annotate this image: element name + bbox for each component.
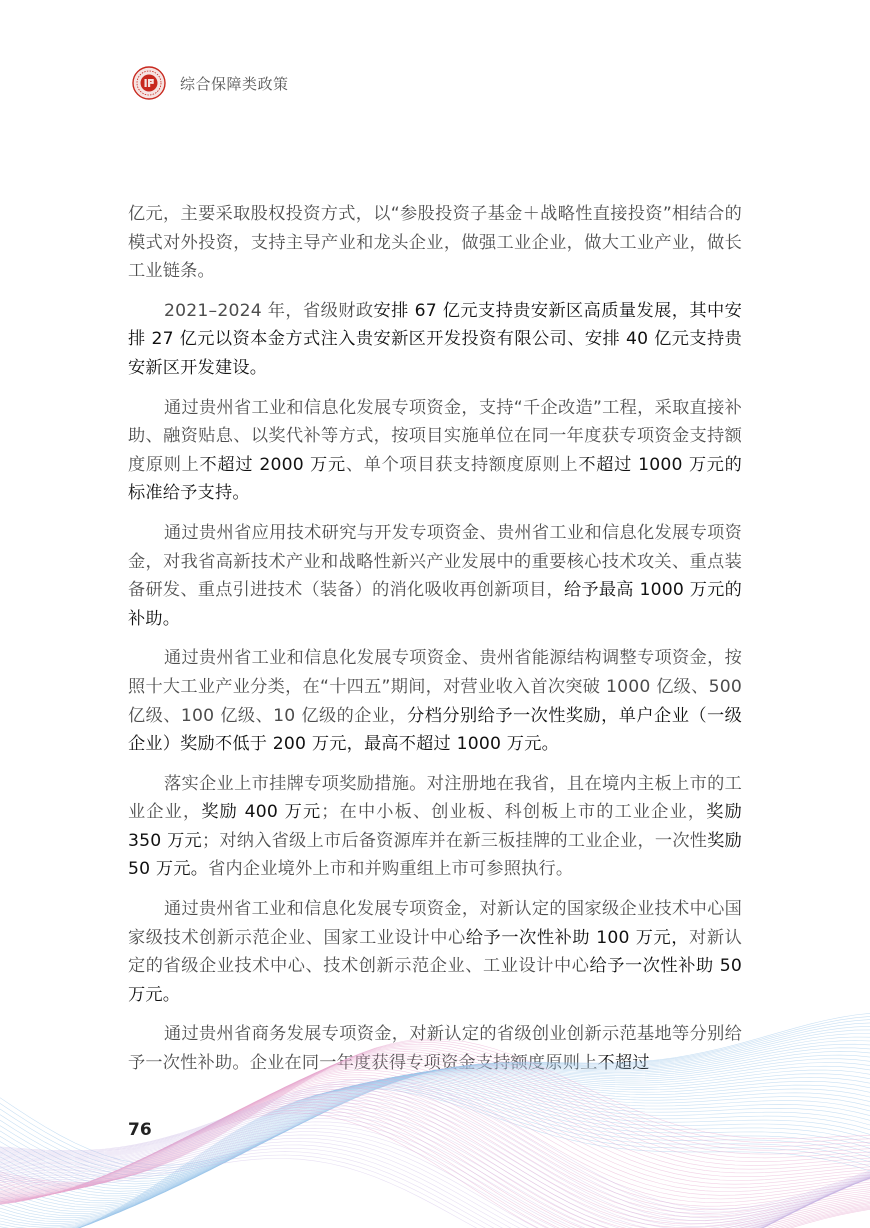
wave-line	[0, 1023, 870, 1174]
section-title: 综合保障类政策	[180, 74, 289, 93]
paragraph	[128, 519, 742, 633]
emphasized-text: 给予一次性补助 50 万元。	[128, 956, 743, 1005]
paragraph	[128, 770, 742, 884]
decorative-wave-lines	[0, 927, 870, 1228]
page-header	[132, 66, 289, 100]
body-text: ；对纳入省级上市后备资源库并在新三板挂牌的工业企业，一次性	[201, 830, 708, 851]
seal-logo-icon	[132, 66, 166, 100]
body-text: 通过贵州省工业和信息化发展专项资金、贵州省能源结构调整专项资金，按照十大工业产业分类，在“十四五”期间，对营业收入首次突破 1000 亿级、500 亿级、100 亿级、10 亿级的企业，	[128, 648, 742, 726]
emphasized-text: 不超过 1000 万元的标准给予支持。	[128, 454, 742, 504]
body-text: 通过贵州省商务发展专项资金，对新认定的省级创业创新示范基地等分别给予一次性补助。企业在同一年度获得专项资金支持额度原则上	[128, 1024, 742, 1074]
body-text: 、单个项目获支持额度原则上	[345, 454, 579, 475]
body-text: 落实企业上市挂牌专项奖励措施。对注册地在我省，且在境内主板上市的工业企业，	[128, 773, 742, 823]
body-text: 亿元，主要采取股权投资方式，以“参股投资子基金＋战略性直接投资”相结合的模式对外投资，支持主导产业和龙头企业，做强工业企业，做大工业产业，做长工业链条。	[128, 204, 742, 282]
emphasized-text: 安排 67 亿元支持贵安新区高质量发展，其中安排 27 亿元以资本金方式注入贵安新区开发投资有限公司、安排 40 亿元支持贵安新区开发建设。	[128, 300, 742, 378]
emphasized-text: 奖励 350 万元	[128, 802, 742, 851]
body-text: 省内企业境外上市和并购重组上市可参照执行。	[208, 859, 574, 880]
emphasized-text: 给予一次性补助 100 万元，	[465, 927, 690, 948]
body-text: 通过贵州省工业和信息化发展专项资金，支持“千企改造”工程，采取直接补助、融资贴息、以奖代补等方式，按项目实施单位在同一年度获专项资金支持额度原则上	[128, 397, 742, 475]
body-text: 通过贵州省工业和信息化发展专项资金，对新认定的国家级企业技术中心国家级技术创新示范企业、国家工业设计中心	[128, 899, 742, 948]
emphasized-text: 不超过 2000 万元	[199, 454, 346, 475]
emphasized-text: 不超过	[597, 1053, 650, 1074]
page-number: 76	[128, 1120, 152, 1140]
emphasized-text: 给予最高 1000 万元的补助。	[128, 580, 742, 629]
paragraph	[128, 200, 742, 286]
paragraph	[128, 394, 742, 508]
emphasized-text: 分档分别给予一次性奖励，单户企业（一级企业）奖励不低于 200 万元，最高不超过 1000 万元。	[128, 705, 742, 755]
paragraph	[128, 644, 742, 758]
body-text: 通过贵州省应用技术研究与开发专项资金、贵州省工业和信息化发展专项资金，对我省高新技术产业和战略性新兴产业发展中的重要核心技术攻关、重点装备研发、重点引进技术（装备）的消化吸收再创新项目，	[128, 522, 742, 601]
wave-line	[0, 1034, 870, 1182]
wave-line	[0, 1013, 870, 1165]
body-text: 2021–2024 年，省级财政	[164, 300, 374, 321]
wave-line	[0, 1082, 870, 1228]
emphasized-text: 奖励 400 万元	[201, 802, 322, 823]
emphasized-text: 奖励 50 万元。	[128, 830, 742, 880]
body-text: ；在中小板、创业板、科创板上市的工业企业，	[321, 802, 707, 823]
paragraph	[128, 297, 742, 383]
body-text: 对新认定的省级企业技术中心、技术创新示范企业、工业设计中心	[128, 927, 742, 977]
